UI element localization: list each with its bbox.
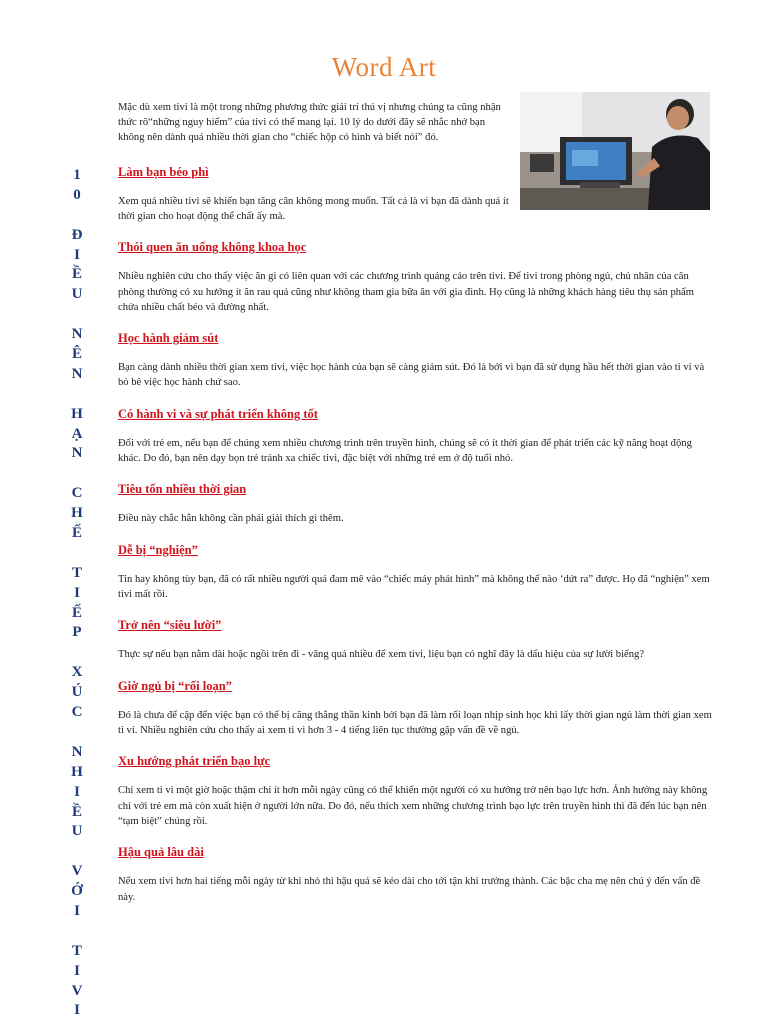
vertical-title-char: H — [71, 763, 83, 780]
vertical-title-char: Ú — [71, 684, 83, 701]
vertical-title-char — [66, 844, 88, 864]
vertical-title-char: N — [71, 326, 83, 343]
vertical-title-char: Ạ — [71, 425, 83, 442]
section-text-10: Nếu xem tivi hơn hai tiếng mỗi ngày từ khi nhỏ thì hậu quả sẽ kéo dài cho tới tận khi trưởng thành. Các bậc cha mẹ nên chú ý đến vấn đề này. — [118, 876, 701, 903]
vertical-title-char: N — [71, 445, 83, 462]
vertical-title-char: C — [71, 704, 83, 721]
vertical-title-char: C — [71, 485, 83, 502]
vertical-title-char: N — [71, 365, 83, 382]
vertical-title-char — [66, 307, 88, 327]
section-heading-7: Trở nên “siêu lười” — [118, 618, 222, 633]
vertical-title-char — [66, 645, 88, 665]
vertical-title-char: N — [71, 743, 83, 760]
section-heading-10: Hậu quả lâu dài — [118, 845, 204, 860]
article-content — [118, 100, 716, 921]
vertical-title-char: 0 — [73, 186, 81, 203]
vertical-title-char: Ề — [71, 803, 82, 820]
section-text-3: Bạn càng dành nhiều thời gian xem tivi, việc học hành của bạn sẽ càng giảm sút. Đó là bởi vì bạn đã sử dụng hầu hết thời gian vào ti vi và bỏ bê việc học hành chứ sao. — [118, 362, 705, 389]
section-heading-4: Có hành vi và sự phát triển không tốt — [118, 406, 318, 421]
section-heading-1: Làm bạn béo phì — [118, 164, 209, 179]
intro-paragraph: Mặc dù xem tivi là một trong những phương thức giải trí thú vị nhưng chúng ta cũng nhận thức rõ“những nguy hiểm” của tivi có thể mang lại. 10 lý do dưới đây sẽ nhắc nhở bạn không nên dành quá nhiều thời gian cho “chiếc hộp có hình và biết nói” đó. — [118, 102, 501, 144]
vertical-title-char: Ớ — [71, 883, 83, 900]
section-text-7: Thực sự nếu bạn nằm dài hoặc ngồi trên đi - văng quá nhiều để xem tivi, liệu bạn có nghĩ đây là dấu hiệu của sự lười biếng? — [118, 649, 645, 661]
vertical-title-char — [66, 387, 88, 407]
section-text-1: Xem quá nhiều tivi sẽ khiến bạn tăng cân không mong muốn. Tất cả là vì bạn đã dành quá ít thời gian cho hoạt động thể chất ấy mà. — [118, 195, 509, 223]
vertical-title-char — [66, 546, 88, 566]
vertical-title-char: 1 — [73, 167, 81, 183]
vertical-title-char: I — [74, 584, 80, 601]
vertical-title-char: I — [74, 962, 80, 979]
vertical-title-char — [66, 208, 88, 228]
section-text-5: Điều này chắc hẳn không cần phải giải thích gì thêm. — [118, 513, 344, 525]
vertical-title-char: I — [74, 902, 80, 919]
vertical-title-char: Ế — [71, 525, 82, 542]
section-text-2: Nhiều nghiên cứu cho thấy việc ăn gì có liên quan với các chương trình quảng cáo trên tivi. Để tivi trong phòng ngủ, chủ nhân của căn phòng thường có xu hướng ít ăn rau quả cũng như không tham gia bữa ăn với gia đình. Họ cũng là những khách hàng tiêu thụ sản phẩm chứa nhiều chất béo và đường nhất. — [118, 271, 694, 313]
section-heading-5: Tiêu tốn nhiều thời gian — [118, 482, 247, 497]
section-heading-3: Học hành giảm sút — [118, 331, 219, 346]
vertical-title-char — [66, 725, 88, 745]
section-heading-6: Dễ bị “nghiện” — [118, 542, 198, 557]
vertical-title-char: Ế — [71, 604, 82, 621]
section-text-9: Chỉ xem ti vi một giờ hoặc thậm chí ít hơn mỗi ngày cũng có thể khiến một người có xu hướng trở nên bạo lực hơn. Ảnh hưởng này không chỉ với trẻ em mà còn xuất hiện ở người lớn nữa. Do đó, nếu thích xem những chương trình bạo lực trên truyền hình thì đã đến lúc bạn nên “tạm biệt” chúng rồi. — [118, 785, 708, 827]
section-text-6: Tin hay không tùy bạn, đã có rất nhiều người quá đam mê vào “chiếc máy phát hình” mà không thể nào ‘dứt ra” được. Họ đã “nghiện” xem tivi mất rồi. — [118, 573, 710, 601]
vertical-title-char: I — [74, 246, 80, 263]
vertical-title-char: P — [72, 624, 82, 641]
vertical-title-char: Ê — [71, 346, 82, 363]
vertical-side-title — [66, 168, 88, 1023]
section-heading-8: Giờ ngủ bị “rối loạn” — [118, 678, 232, 693]
vertical-title-char: X — [71, 664, 83, 681]
vertical-title-char: T — [71, 564, 82, 581]
vertical-title-char: I — [74, 1002, 80, 1019]
vertical-title-char: H — [71, 405, 83, 422]
vertical-title-char: Đ — [71, 226, 83, 243]
vertical-title-char: U — [71, 286, 83, 303]
vertical-title-char: V — [71, 982, 83, 999]
vertical-title-char: Ề — [71, 266, 82, 283]
vertical-title-char: H — [71, 505, 83, 522]
vertical-title-char: I — [74, 783, 80, 800]
section-text-4: Đối với trẻ em, nếu bạn để chúng xem nhiều chương trình trên truyền hình, chúng sẽ có ít thời gian để phát triển các kỹ năng hoạt động khác. Do đó, bạn nên dạy bọn trẻ tránh xa chiếc tivi, đặc biệt với những trẻ em ở độ tuổi nhỏ. — [118, 437, 692, 465]
section-heading-2: Thói quen ăn uống không khoa học — [118, 240, 307, 255]
vertical-title-char — [66, 466, 88, 486]
vertical-title-char: V — [71, 863, 83, 880]
section-heading-9: Xu hướng phát triển bạo lực — [118, 754, 271, 769]
section-text-8: Đó là chưa để cập đến việc bạn có thể bị căng thẳng thần kinh bởi bạn đã làm rối loạn nhịp sinh học khi lấy thời gian ngủ làm thời gian xem ti vi. Nhiều nghiên cứu cho thấy ai xem ti vi hơn 3 - 4 tiếng liên tục thường gặp vấn đề về ngủ. — [118, 709, 712, 737]
page-title: Word Art — [331, 52, 437, 82]
vertical-title-char: T — [71, 942, 82, 959]
vertical-title-char: U — [71, 823, 83, 840]
vertical-title-char — [66, 924, 88, 944]
